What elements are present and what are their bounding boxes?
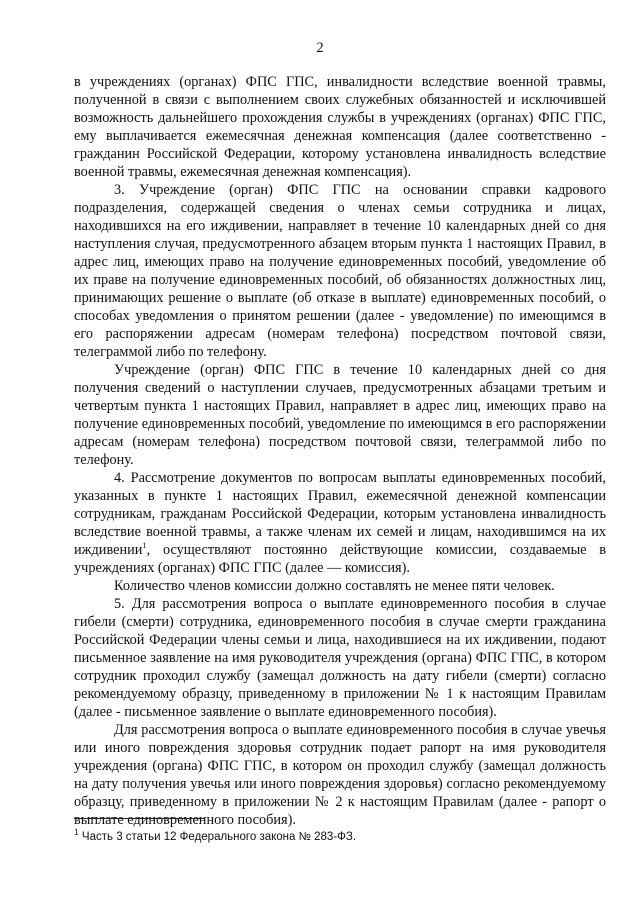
- paragraph-clause-4-text-end: , осуществляют постоянно действующие комиссии, создаваемые в учреждениях (органах) ФПС ГПС (далее — комиссия).: [74, 542, 606, 576]
- document-body: [74, 73, 606, 829]
- paragraph-clause-3: 3. Учреждение (орган) ФПС ГПС на основании справки кадрового подразделения, содержащей сведения о членах семьи сотрудника и лицах, находившихся на его иждивении, направляет в течение 10 календарных дней со дня наступления случая, предусмотренного абзацем вторым пункта 1 настоящих Правил, в адрес лиц, имеющих право на получение единовременных пособий, уведомление об их праве на получение единовременных пособий, об обязанностях должностных лиц, принимающих решение о выплате (об отказе в выплате) единовременных пособий, о способах уведомления о принятом решении (далее - уведомление) по имеющимся в его распоряжении адресам (номерам телефона) посредством почтовой связи, телеграммой либо по телефону.: [74, 182, 606, 360]
- footnote-marker: 1: [74, 827, 79, 838]
- paragraph-clause-4: [74, 469, 606, 577]
- paragraph-clause-5: 5. Для рассмотрения вопроса о выплате единовременного пособия в случае гибели (смерти) сотрудника, единовременного пособия в случае смерти гражданина Российской Федерации члены семьи и лица, находившиеся на их иждивении, подают письменное заявление на имя руководителя учреждения (органа) ФПС ГПС, в котором сотрудник проходил службу (замещал должность на дату гибели (смерти) согласно рекомендуемому образцу, приведенному в приложении № 1 к настоящим Правилам (далее - письменное заявление о выплате единовременного пособия).: [74, 596, 606, 720]
- footnote-reference: 1: [142, 540, 147, 551]
- paragraph-clause-3-second: Учреждение (орган) ФПС ГПС в течение 10 календарных дней со дня получения сведений о наступлении случаев, предусмотренных абзацами третьим и четвертым пункта 1 настоящих Правил, направляет в адрес лиц, имеющих право на получение единовременных пособий, уведомление по имеющимся в его распоряжении адресам (номерам телефона) посредством почтовой связи, телеграммой либо по телефону.: [74, 362, 606, 468]
- paragraph-clause-5-second: Для рассмотрения вопроса о выплате единовременного пособия в случае увечья или иного повреждения здоровья сотрудник подает рапорт на имя руководителя учреждения (органа) ФПС ГПС, в котором он проходил службу (замещал должность на дату получения увечья или иного повреждения здоровья) согласно рекомендуемому образцу, приведенному в приложении № 2 к настоящим Правилам (далее - рапорт о выплате единовременного пособия).: [74, 722, 606, 828]
- paragraph-commission-size: Количество членов комиссии должно составлять не менее пяти человек.: [114, 578, 555, 594]
- paragraph-continuation: в учреждениях (органах) ФПС ГПС, инвалидности вследствие военной травмы, полученной в связи с выполнением своих служебных обязанностей и исключившей возможность дальнейшего прохождения службы в учреждениях (органах) ФПС ГПС, ему выплачивается ежемесячная денежная компенсация (далее соответственно - гражданин Российской Федерации, которому установлена инвалидность вследствие военной травмы, ежемесячная денежная компенсация).: [74, 74, 606, 180]
- footnote-text: Часть 3 статьи 12 Федерального закона № 283-ФЗ.: [78, 831, 357, 843]
- footnote-divider: [74, 818, 204, 819]
- paragraph-clause-4-text-start: 4. Рассмотрение документов по вопросам выплаты единовременных пособий, указанных в пункте 1 настоящих Правил, ежемесячной денежной компенсации сотрудникам, гражданам Российской Федерации, которым установлена инвалидность вследствие военной травмы, а также членам их семей и лицам, находившимся на их иждивении: [74, 470, 606, 558]
- page-number: 2: [316, 40, 324, 56]
- footnote: [74, 827, 357, 844]
